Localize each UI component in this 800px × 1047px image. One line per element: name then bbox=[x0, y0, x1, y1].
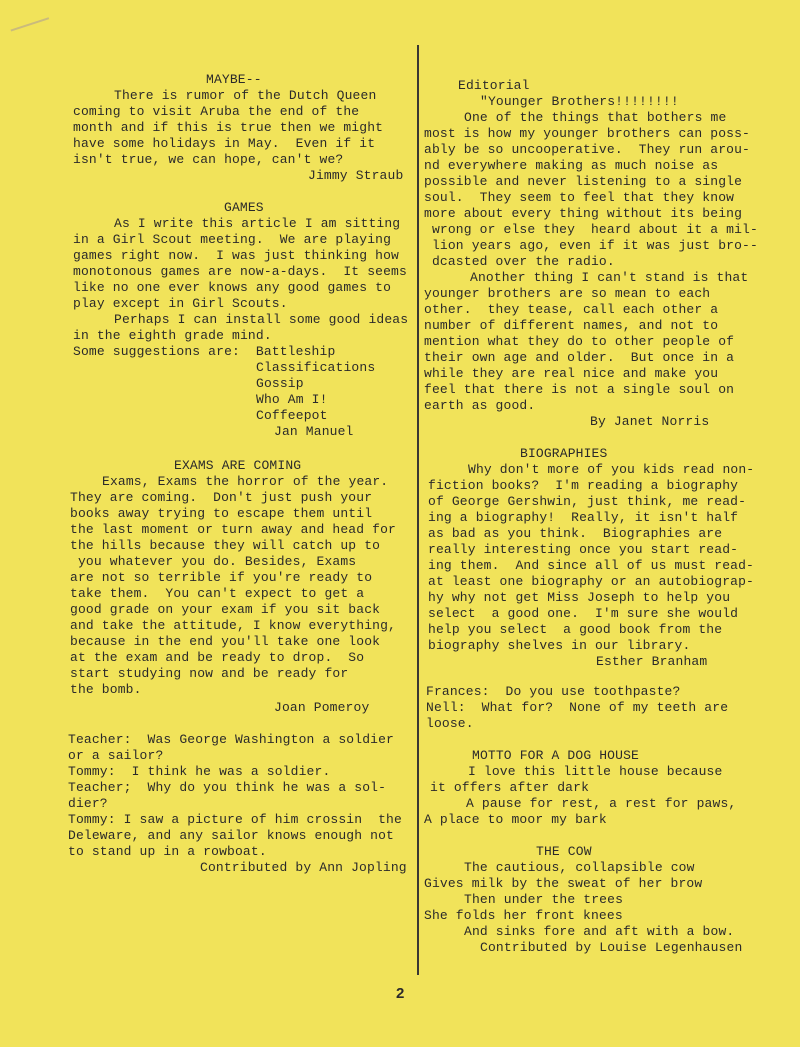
left-column-line: month and if this is true then we might bbox=[73, 120, 384, 135]
left-column-line: like no one ever knows any good games to bbox=[73, 280, 392, 295]
right-column-line: Why don't more of you kids read non- bbox=[468, 462, 755, 477]
right-column-line: help you select a good book from the bbox=[428, 622, 723, 637]
right-column-line: BIOGRAPHIES bbox=[520, 446, 608, 461]
left-column-line: you whatever you do. Besides, Exams bbox=[70, 554, 357, 569]
right-column-line: fiction books? I'm reading a biography bbox=[428, 478, 739, 493]
right-column-line: it offers after dark bbox=[430, 780, 590, 795]
right-column-line: Nell: What for? None of my teeth are bbox=[426, 700, 729, 715]
left-column-line: good grade on your exam if you sit back bbox=[70, 602, 381, 617]
right-column-line: soul. They seem to feel that they know bbox=[424, 190, 735, 205]
right-column-line: nd everywhere making as much noise as bbox=[424, 158, 719, 173]
right-column-line: A pause for rest, a rest for paws, bbox=[466, 796, 737, 811]
left-column-line: Joan Pomeroy bbox=[274, 700, 370, 715]
left-column-line: Classifications bbox=[256, 360, 376, 375]
left-column-line: isn't true, we can hope, can't we? bbox=[73, 152, 344, 167]
right-column-line: feel that there is not a single soul on bbox=[424, 382, 735, 397]
left-column-line: dier? bbox=[68, 796, 108, 811]
left-column-line: Jimmy Straub bbox=[308, 168, 404, 183]
left-column-line: Deleware, and any sailor knows enough not bbox=[68, 828, 395, 843]
right-column-line: Frances: Do you use toothpaste? bbox=[426, 684, 681, 699]
right-column-line: younger brothers are so mean to each bbox=[424, 286, 711, 301]
left-column-line: Contributed by Ann Jopling bbox=[200, 860, 407, 875]
left-column-line: GAMES bbox=[224, 200, 264, 215]
left-column-line: Tommy: I think he was a soldier. bbox=[68, 764, 331, 779]
left-column-line: or a sailor? bbox=[68, 748, 164, 763]
right-column-line: THE COW bbox=[536, 844, 592, 859]
right-column-line: earth as good. bbox=[424, 398, 536, 413]
right-column-line: lion years ago, even if it was just bro-- bbox=[424, 238, 758, 253]
right-column-line: Esther Branham bbox=[596, 654, 708, 669]
right-column-line: The cautious, collapsible cow bbox=[464, 860, 695, 875]
right-column-line: ing a biography! Really, it isn't half bbox=[428, 510, 739, 525]
right-column-line: By Janet Norris bbox=[590, 414, 710, 429]
left-column-line: Gossip bbox=[256, 376, 304, 391]
right-column-line: Contributed by Louise Legenhausen bbox=[480, 940, 743, 955]
left-column-line: have some holidays in May. Even if it bbox=[73, 136, 376, 151]
right-column-line: "Younger Brothers!!!!!!!! bbox=[480, 94, 679, 109]
right-column-line: while they are real nice and make you bbox=[424, 366, 719, 381]
right-column-line: loose. bbox=[426, 716, 474, 731]
left-column-line: because in the end you'll take one look bbox=[70, 634, 381, 649]
left-column-line: at the exam and be ready to drop. So bbox=[70, 650, 365, 665]
right-column-line: possible and never listening to a single bbox=[424, 174, 743, 189]
left-column-line: Some suggestions are: Battleship bbox=[73, 344, 336, 359]
left-column-line: to stand up in a rowboat. bbox=[68, 844, 267, 859]
left-column-line: Coffeepot bbox=[256, 408, 328, 423]
right-column-line: She folds her front knees bbox=[424, 908, 623, 923]
left-column-line: the hills because they will catch up to bbox=[70, 538, 381, 553]
page-number: 2 bbox=[396, 985, 405, 1002]
left-column-line: the last moment or turn away and head for bbox=[70, 522, 397, 537]
right-column-line: dcasted over the radio. bbox=[424, 254, 615, 269]
left-column-line: EXAMS ARE COMING bbox=[174, 458, 302, 473]
left-column-line: and take the attitude, I know everything, bbox=[70, 618, 397, 633]
right-column-line: select a good one. I'm sure she would bbox=[428, 606, 739, 621]
left-column-line: books away trying to escape them until bbox=[70, 506, 373, 521]
left-column-line: As I write this article I am sitting bbox=[114, 216, 401, 231]
left-column-line: Who Am I! bbox=[256, 392, 328, 407]
right-column-line: A place to moor my bark bbox=[424, 812, 607, 827]
left-column-line: take them. You can't expect to get a bbox=[70, 586, 365, 601]
corner-smudge bbox=[11, 17, 54, 45]
right-column-line: at least one biography or an autobiograp- bbox=[428, 574, 755, 589]
left-column-line: start studying now and be ready for bbox=[70, 666, 349, 681]
column-divider bbox=[417, 45, 419, 975]
left-column-line: Teacher; Why do you think he was a sol- bbox=[68, 780, 387, 795]
right-column-line: hy why not get Miss Joseph to help you bbox=[428, 590, 731, 605]
left-column-line: are not so terrible if you're ready to bbox=[70, 570, 373, 585]
left-column-line: Tommy: I saw a picture of him crossin the bbox=[68, 812, 402, 827]
right-column-line: Gives milk by the sweat of her brow bbox=[424, 876, 703, 891]
left-column-line: Jan Manuel bbox=[274, 424, 354, 439]
left-column-line: coming to visit Aruba the end of the bbox=[73, 104, 360, 119]
right-column-line: ably be so uncooperative. They run arou- bbox=[424, 142, 751, 157]
right-column-line: number of different names, and not to bbox=[424, 318, 719, 333]
left-column-line: games right now. I was just thinking how bbox=[73, 248, 400, 263]
left-column-line: in the eighth grade mind. bbox=[73, 328, 272, 343]
right-column-line: MOTTO FOR A DOG HOUSE bbox=[472, 748, 639, 763]
right-column-line: ing them. And since all of us must read- bbox=[428, 558, 755, 573]
right-column-line: more about every thing without its being bbox=[424, 206, 743, 221]
right-column-line: And sinks fore and aft with a bow. bbox=[464, 924, 735, 939]
right-column-line: wrong or else they heard about it a mil- bbox=[424, 222, 758, 237]
right-column-line: biography shelves in our library. bbox=[428, 638, 691, 653]
left-column-line: MAYBE-- bbox=[206, 72, 262, 87]
right-column-line: most is how my younger brothers can poss- bbox=[424, 126, 751, 141]
right-column-line: One of the things that bothers me bbox=[464, 110, 727, 125]
left-column-line: Perhaps I can install some good ideas bbox=[114, 312, 409, 327]
left-column-line: play except in Girl Scouts. bbox=[73, 296, 288, 311]
right-column-line: I love this little house because bbox=[468, 764, 723, 779]
left-column-line: the bomb. bbox=[70, 682, 142, 697]
right-column-line: Then under the trees bbox=[464, 892, 624, 907]
right-column-line: as bad as you think. Biographies are bbox=[428, 526, 723, 541]
right-column-line: mention what they do to other people of bbox=[424, 334, 735, 349]
left-column-line: There is rumor of the Dutch Queen bbox=[114, 88, 377, 103]
right-column-line: really interesting once you start read- bbox=[428, 542, 739, 557]
left-column-line: in a Girl Scout meeting. We are playing bbox=[73, 232, 392, 247]
right-column-line: Another thing I can't stand is that bbox=[470, 270, 749, 285]
right-column-line: other. they tease, call each other a bbox=[424, 302, 719, 317]
left-column-line: They are coming. Don't just push your bbox=[70, 490, 373, 505]
right-column-line: their own age and older. But once in a bbox=[424, 350, 735, 365]
left-column-line: Exams, Exams the horror of the year. bbox=[102, 474, 389, 489]
right-column-line: of George Gershwin, just think, me read- bbox=[428, 494, 747, 509]
right-column-line: Editorial bbox=[458, 78, 530, 93]
left-column-line: Teacher: Was George Washington a soldier bbox=[68, 732, 395, 747]
left-column-line: monotonous games are now-a-days. It seems bbox=[73, 264, 407, 279]
